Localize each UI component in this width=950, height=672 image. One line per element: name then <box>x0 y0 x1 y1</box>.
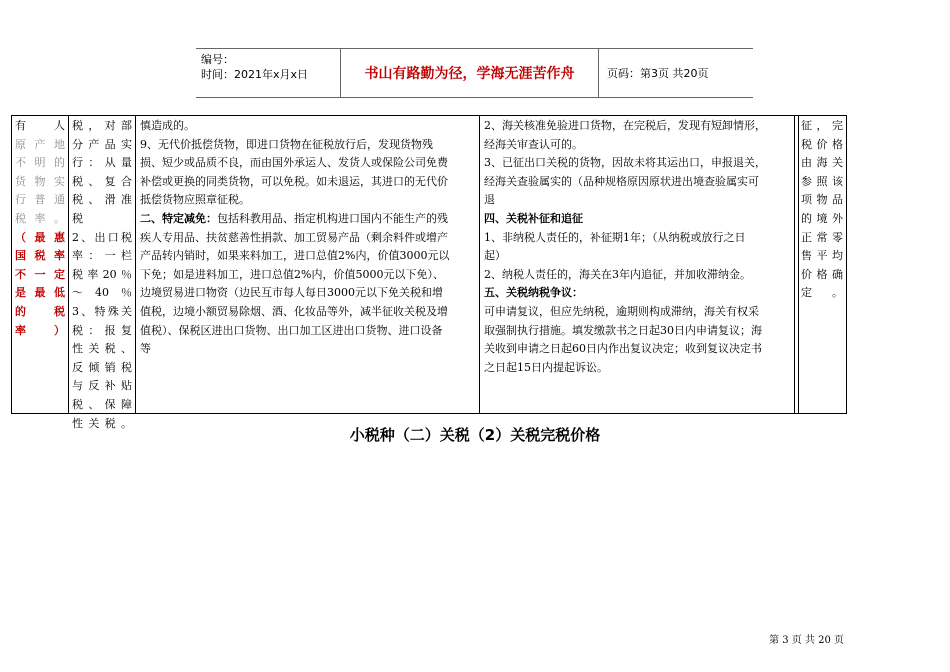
column-5-line: 征，完 <box>801 119 843 132</box>
column-4-line <box>484 154 792 173</box>
line-text: 值税，边境小额贸易除烟、酒、化妆品等外，减半征收关税及增 <box>140 304 448 318</box>
column-3-line <box>140 303 477 322</box>
column-3-line <box>140 173 477 192</box>
header-time: 时间：2021年x月x日 <box>201 68 309 81</box>
column-4-line <box>484 340 792 359</box>
column-5-line: 由海关 <box>801 156 843 170</box>
column-3-line <box>140 340 477 359</box>
column-2-line: 与反补贴 <box>72 379 132 393</box>
line-text: 可申请复议，但应先纳税，逾期则构成滞纳，海关有权采 <box>484 304 759 318</box>
column-5-line: 项物品 <box>801 193 843 207</box>
column-1-line: 率） <box>15 323 65 337</box>
column-5-line: 定。 <box>801 286 843 300</box>
line-text: 包括科教用品、指定机构进口国内不能生产的残 <box>217 211 448 225</box>
line-text: 疾人专用品、扶贫慈善性捐款、加工贸易产品（剩余料件或增产 <box>140 230 448 244</box>
column-3-line <box>140 117 477 136</box>
line-text: 1、非纳税人责任的，补征期1年；（从纳税或放行之日 <box>484 230 746 244</box>
column-3-line <box>140 154 477 173</box>
header-number: 编号： <box>201 53 234 66</box>
line-text: 起） <box>484 249 506 263</box>
column-1-line: 货物实 <box>15 174 65 188</box>
line-text: 产品转内销时，如果来料加工，进口总值2%内，价值3000元以 <box>140 249 450 263</box>
column-2-line: 税：报复 <box>72 323 132 337</box>
column-5-line: 参照该 <box>801 174 843 188</box>
line-text: 损、短少或品质不良，而由国外承运人、发货人或保险公司免费 <box>140 156 448 170</box>
column-5-line: 税价格 <box>801 137 843 151</box>
line-text: 经海关查验属实的（品种规格原因原状进出境查验属实可 <box>484 174 759 188</box>
column-2 <box>68 116 135 430</box>
line-text: 2、纳税人责任的，海关在3年内追征，并加收滞纳金。 <box>484 267 751 281</box>
column-2-line: 性关税、 <box>72 342 132 356</box>
column-5 <box>794 116 846 413</box>
content-table <box>11 115 847 430</box>
line-text: 慎造成的。 <box>140 119 195 132</box>
heading-text: 五、关税纳税争议： <box>484 286 583 300</box>
column-4-line <box>484 322 792 341</box>
column-2-line: 税，对部 <box>72 119 132 132</box>
line-text: 之日起15日内提起诉讼。 <box>484 360 608 374</box>
header-page: 页码：第3页 共20页 <box>607 67 709 80</box>
column-1-line: （最惠 <box>15 230 65 244</box>
column-3-line <box>140 247 477 266</box>
column-2-line: 税、保障 <box>72 397 132 411</box>
column-2-line: 税 <box>72 211 83 225</box>
line-text: 经海关审查认可的。 <box>484 137 583 151</box>
column-1-line: 不明的 <box>15 156 65 170</box>
column-1-line: 税率。 <box>15 211 65 225</box>
column-5-line: 价格确 <box>801 267 843 281</box>
line-text: 3、已征出口关税的货物，因故未将其运出口，申报退关， <box>484 156 766 170</box>
column-1-line: 行普通 <box>15 193 65 207</box>
line-text: 值税）、保税区进出口货物、出口加工区进出口货物、进口设备 <box>140 323 443 337</box>
column-3 <box>135 116 479 413</box>
column-5-line: 售平均 <box>801 249 843 263</box>
line-text: 边境贸易进口物资（边民互市每人每日3000元以下免关税和增 <box>140 286 443 300</box>
line-text: 等 <box>140 342 151 356</box>
column-4-line <box>484 173 792 192</box>
column-4-line <box>484 266 792 285</box>
heading-text: 二、特定减免： <box>140 211 217 225</box>
header-motto-cell <box>340 49 599 97</box>
column-3-line <box>140 191 477 210</box>
line-text: 2、海关核准免验进口货物，在完税后，发现有短卸情形， <box>484 119 766 132</box>
column-2-line: 3、特殊关 <box>72 304 132 318</box>
column-4 <box>479 116 794 413</box>
column-2-line: 分产品实 <box>72 137 132 151</box>
column-2-line: 税、复合 <box>72 174 132 188</box>
column-1-line: 不一定 <box>15 267 65 281</box>
column-4-line <box>484 229 792 248</box>
column-3-line <box>140 322 477 341</box>
line-text: 关收到申请之日起60日内作出复议决定；收到复议决定书 <box>484 342 762 356</box>
column-4-line <box>484 117 792 136</box>
heading-text: 四、关税补征和追征 <box>484 211 583 225</box>
column-4-line <box>484 303 792 322</box>
section-title: 小税种（二）关税（2）关税完税价格 <box>349 426 601 444</box>
header-motto: 书山有路勤为径，学海无涯苦作舟 <box>364 66 575 82</box>
column-2-line: 2、出口税 <box>72 230 132 244</box>
column-1-line: 的 税 <box>15 304 65 318</box>
column-5-line: 的境外 <box>801 211 843 225</box>
column-1 <box>12 116 68 413</box>
column-4-line <box>484 359 792 378</box>
column-1-line: 国税率 <box>15 249 65 263</box>
column-5-line: 正常零 <box>801 230 843 244</box>
column-1-line: 原产地 <box>15 137 65 151</box>
column-2-line: ～40％ <box>72 286 132 300</box>
column-4-line <box>484 247 792 266</box>
column-2-line: 性关税。 <box>72 416 132 430</box>
line-text: 9、无代价抵偿货物，即进口货物在征税放行后，发现货物残 <box>140 137 433 151</box>
page-header <box>196 48 753 98</box>
column-2-line: 率：一栏 <box>72 249 132 263</box>
column-3-line <box>140 229 477 248</box>
column-1-line: 是最低 <box>15 286 65 300</box>
column-2-line: 税率20％ <box>72 267 132 281</box>
column-3-line <box>140 136 477 155</box>
column-3-line <box>140 284 477 303</box>
line-text: 下免；如是进料加工，进口总值2%内，价值5000元以下免）、 <box>140 267 444 281</box>
column-1-line: 有人 <box>15 119 65 132</box>
page-footer: 第 3 页 共 20 页 <box>769 635 844 646</box>
column-2-line: 反倾销税 <box>72 360 132 374</box>
column-2-line: 行：从量 <box>72 156 132 170</box>
column-4-line <box>484 284 792 303</box>
line-text: 抵偿货物应照章征税。 <box>140 193 250 207</box>
column-4-line <box>484 191 792 210</box>
column-4-line <box>484 210 792 229</box>
line-text: 补偿或更换的同类货物，可以免税。如未退运，其进口的无代价 <box>140 174 448 188</box>
column-3-line <box>140 266 477 285</box>
line-text: 取强制执行措施。填发缴款书之日起30日内申请复议；海 <box>484 323 762 337</box>
column-4-line <box>484 136 792 155</box>
column-2-line: 税、滑准 <box>72 193 132 207</box>
line-text: 退 <box>484 193 495 207</box>
column-3-line <box>140 210 477 229</box>
header-info <box>196 49 340 97</box>
